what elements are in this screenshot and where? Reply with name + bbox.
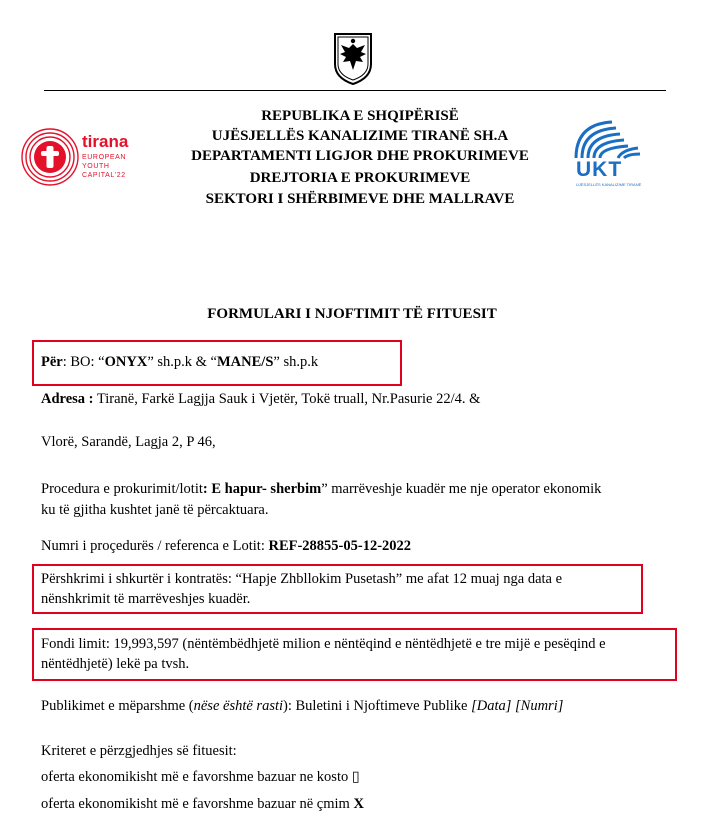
publications-italic: nëse është rasti (193, 698, 284, 714)
header-line-1: REPUBLIKA E SHQIPËRISË (261, 108, 459, 124)
recipient-name-2: MANE/S (217, 354, 274, 370)
tirana-logo-sub2: YOUTH (82, 163, 110, 170)
header-line-3: DEPARTAMENTI LIGJOR DHE PROKURIMEVE (191, 148, 529, 164)
description-line-1: Përshkrimi i shkurtër i kontratës: “Hapje Zhbllokim Pusetash” me afat 12 muaj nga data e (41, 571, 563, 587)
address-line (41, 389, 480, 409)
tirana-t-icon (20, 120, 80, 190)
publications-placeholder: [Data] [Numri] (471, 698, 564, 714)
criteria-option-2 (41, 794, 364, 814)
ukt-logo-sub: UJËSJELLËS KANALIZIME TIRANË (576, 182, 642, 187)
procedure-text: Procedura e prokurimit/lotit (41, 481, 203, 497)
recipient-label: Për (41, 354, 63, 370)
fund-line-1: Fondi limit: 19,993,597 (nëntëmbëdhjetë milion e nëntëqind e nëntëdhjetë e tre mijë e pesëqind e (41, 636, 606, 652)
recipient-line (41, 352, 318, 372)
criteria-option-1-text: oferta ekonomikisht më e favorshme bazuar ne kosto (41, 769, 352, 785)
recipient-text-1: : BO: “ (62, 354, 105, 370)
recipient-text-2: ” sh.p.k & “ (147, 354, 217, 370)
ukt-logo (572, 118, 644, 190)
header-divider (44, 90, 666, 91)
recipient-name-1: ONYX (104, 354, 148, 370)
procedure-reference: REF-28855-05-12-2022 (268, 538, 412, 554)
procedure-number-label: Numri i proçedurës / referenca e Lotit: (41, 538, 269, 554)
address-line-2: Vlorë, Sarandë, Lagja 2, P 46, (41, 434, 216, 450)
publications-line (41, 696, 563, 716)
header-line-4: DREJTORIA E PROKURIMEVE (249, 170, 471, 186)
description-line-2: nënshkrimit të marrëveshjes kuadër. (41, 591, 251, 607)
criteria-option-2-text: oferta ekonomikisht më e favorshme bazuar në çmim (41, 796, 354, 812)
recipient-text-3: ” sh.p.k (273, 354, 319, 370)
procedure-text-2: ” marrëveshje kuadër me nje operator ekonomik (321, 481, 602, 497)
address-text: Tiranë, Farkë Lagjja Sauk i Vjetër, Tokë truall, Nr.Pasurie 22/4. & (93, 391, 481, 407)
tirana-logo-sub1: EUROPEAN (82, 154, 127, 161)
procedure-type: : E hapur- sherbim (202, 481, 322, 497)
ukt-waves-icon (572, 118, 644, 162)
header-line-2: UJËSJELLËS KANALIZIME TIRANË SH.A (211, 128, 509, 144)
tirana-logo (20, 120, 140, 190)
form-title: FORMULARI I NJOFTIMIT TË FITUESIT (207, 306, 497, 322)
criteria-option-1 (41, 767, 360, 787)
tirana-logo-word: tirana (82, 132, 129, 151)
criteria-option-2-mark: X (353, 796, 364, 812)
criteria-heading: Kriteret e përzgjedhjes së fituesit: (41, 743, 237, 759)
ukt-logo-word: UKT (576, 158, 623, 181)
procedure-number-line (41, 536, 411, 556)
publications-text-2: ): Buletini i Njoftimeve Publike (283, 698, 472, 714)
procedure-line-2: ku të gjitha kushtet janë të përcaktuara. (41, 502, 269, 518)
address-label: Adresa : (41, 391, 94, 407)
procedure-line (41, 479, 601, 499)
header-line-5: SEKTORI I SHËRBIMEVE DHE MALLRAVE (205, 191, 515, 207)
albania-emblem-icon (331, 30, 375, 86)
fund-line-2: nëntëdhjetë) lekë pa tvsh. (41, 656, 190, 672)
criteria-option-1-mark: ▯ (351, 769, 360, 785)
tirana-logo-sub3: CAPITAL'22 (82, 172, 126, 179)
publications-text: Publikimet e mëparshme ( (41, 698, 194, 714)
